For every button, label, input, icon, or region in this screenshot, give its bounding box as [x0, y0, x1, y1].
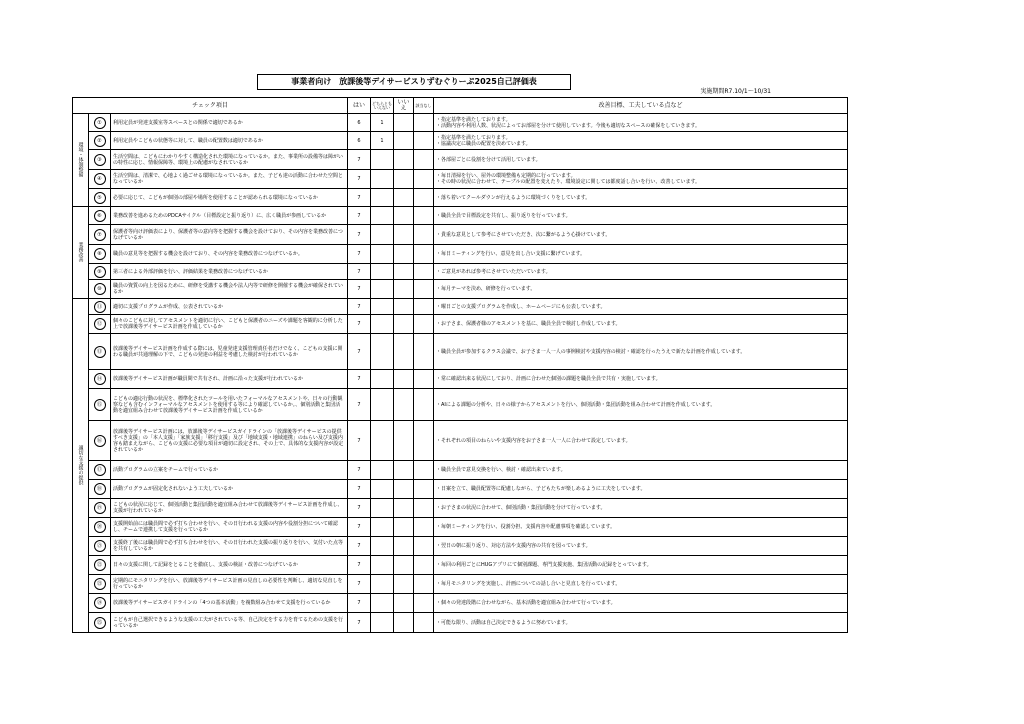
check-item-text: 支援終了後には職員間で必ず打ち合わせを行い、その日行われた支援の振り返りを行い、気付いた点等を共有しているか [111, 537, 348, 556]
neutral-count: 1 [371, 114, 394, 132]
item-number: ㉕ [94, 617, 106, 629]
no-count [394, 150, 414, 170]
yes-count: 7 [348, 556, 371, 575]
table-row [73, 264, 848, 280]
improvement-text: ・日案を立て、職員配置等に配慮しながら、子どもたちが楽しめるように工夫をしています。 [434, 480, 848, 499]
check-item-text: 個々のこどもに対してアセスメントを適切に行い、こどもと保護者のニーズや課題を客観的に分析した上で放課後等デイサービス計画を作成しているか [111, 315, 348, 334]
check-item-text: 支援開始前には職員間で必ず打ち合わせを行い、その日行われる支援の内容や役割分担について確認し、チームで連携して支援を行っているか [111, 518, 348, 537]
yes-count: 7 [348, 245, 371, 264]
header-no: いいえ [394, 98, 414, 114]
yes-count: 7 [348, 575, 371, 594]
no-count [394, 299, 414, 315]
check-item-text: こどもの適応行動の状況を、標準化されたツールを用いたフォーマルなアセスメントや、日々の行動観察なども含むインフォーマルなアセスメントを使用する等により確認しているか。、個別活動と集団活動を適宜組み合わせて放課後等デイサービス計画を作成しているか [111, 389, 348, 421]
item-number: ⑰ [94, 464, 106, 476]
improvement-text: ・それぞれの項目のねらいや支援内容をお子さま一人一人に合わせて設定しています。 [434, 421, 848, 461]
yes-count: 7 [348, 461, 371, 480]
improvement-text: ・貴重な意見として参考にさせていただき、次に繋がるよう心掛けています。 [434, 225, 848, 245]
unknown-count [414, 245, 434, 264]
unknown-count [414, 170, 434, 189]
header-yes: はい [348, 98, 371, 114]
table-row [73, 421, 848, 461]
table-row [73, 114, 848, 132]
item-number: ① [94, 117, 106, 129]
neutral-count [371, 150, 394, 170]
table-row [73, 189, 848, 207]
item-number: ③ [94, 154, 106, 166]
no-count [394, 537, 414, 556]
item-number-cell [89, 461, 111, 480]
category-label: 適切な支援の提供 [77, 444, 84, 485]
neutral-count [371, 370, 394, 389]
check-item-text: 必要に応じて、こどもが個別の部屋や場所を使用することが認められる環境になっているか [111, 189, 348, 207]
no-count [394, 315, 414, 334]
improvement-text: ・職員全員が参加するクラス会議で、お子さま一人一人の事例検討や支援内容の検討・確認を行ったうえで新たな計画を作成しています。 [434, 334, 848, 370]
improvement-text: ・可能な限り、活動は自己決定できるように努めています。 [434, 613, 848, 633]
item-number-cell [89, 499, 111, 518]
item-number: ② [94, 135, 106, 147]
check-item-text: 放課後等デイサービスガイドラインの「4つの基本活動」を複数組み合わせて支援を行っているか [111, 594, 348, 613]
table-row [73, 389, 848, 421]
unknown-count [414, 421, 434, 461]
header-improvement: 改善目標、工夫している点など [434, 98, 848, 114]
no-count [394, 225, 414, 245]
yes-count: 7 [348, 315, 371, 334]
item-number: ⑧ [94, 248, 106, 260]
item-number-cell [89, 556, 111, 575]
item-number: ⑥ [94, 210, 106, 222]
no-count [394, 480, 414, 499]
yes-count: 7 [348, 189, 371, 207]
unknown-count [414, 150, 434, 170]
item-number: ⑦ [94, 229, 106, 241]
yes-count: 7 [348, 518, 371, 537]
yes-count: 7 [348, 170, 371, 189]
table-row [73, 170, 848, 189]
no-count [394, 280, 414, 299]
improvement-text: ・毎朝ミーティングを行い、役割分担、支援内容や配慮事項を確認しています。 [434, 518, 848, 537]
check-item-text: 第三者による外部評価を行い、評価結果を業務改善につなげているか [111, 264, 348, 280]
improvement-text: ・毎日清掃を行い、屋外の環境整備も定期的に行っています。 ・その時の状況に合わせて、テーブルの配置を変えたり、環境設定に関しては都度話し合いを行い、改善しています。 [434, 170, 848, 189]
improvement-text: ・曜日ごとの支援プログラムを作成し、ホームページにも公表しています。 [434, 299, 848, 315]
item-number: ④ [94, 173, 106, 185]
item-number-cell [89, 370, 111, 389]
table-row [73, 225, 848, 245]
check-item-text: 放課後等デイサービス計画には、放課後等デイサービスガイドラインの「放課後等デイサービスの提供すべき支援」の「本人支援」「家族支援」「移行支援」及び「地域支援・地域連携」のねらい及び支援内容も踏まえながら、こどもの支援に必要な項目が適切に設定され、その上で、具体的な支援内容が設定されているか [111, 421, 348, 461]
yes-count: 7 [348, 334, 371, 370]
item-number: ⑨ [94, 266, 106, 278]
table-row [73, 575, 848, 594]
yes-count: 6 [348, 114, 371, 132]
improvement-text: ・お子さまの状況に合わせて、個別活動・集団活動を分けて行っています。 [434, 499, 848, 518]
improvement-text: ・毎月テーマを決め、研修を行っています。 [434, 280, 848, 299]
neutral-count: 1 [371, 132, 394, 150]
check-item-text: 放課後等デイサービス計画が職員間で共有され、計画に沿った支援が行われているか [111, 370, 348, 389]
unknown-count [414, 594, 434, 613]
item-number-cell [89, 189, 111, 207]
unknown-count [414, 207, 434, 225]
header-check-item: チェック項目 [73, 98, 348, 114]
improvement-text: ・お子さま、保護者様のアセスメントを基に、職員全員で検討し作成しています。 [434, 315, 848, 334]
table-row [73, 299, 848, 315]
table-row [73, 518, 848, 537]
neutral-count [371, 334, 394, 370]
improvement-text: ・個々の発達段階に合わせながら、基本活動を適宜組み合わせて行っています。 [434, 594, 848, 613]
item-number: ⑯ [94, 435, 106, 447]
item-number-cell [89, 280, 111, 299]
yes-count: 6 [348, 132, 371, 150]
improvement-text: ・落ち着いてクールダウンが行えるように環境づくりをしています。 [434, 189, 848, 207]
no-count [394, 132, 414, 150]
item-number-cell [89, 334, 111, 370]
check-item-text: 業務改善を進めるためのPDCAサイクル（目標設定と振り返り）に、広く職員が参画しているか [111, 207, 348, 225]
item-number: ⑭ [94, 373, 106, 385]
table-row [73, 556, 848, 575]
unknown-count [414, 315, 434, 334]
table-row [73, 480, 848, 499]
yes-count: 7 [348, 594, 371, 613]
check-item-text: 職員の資質の向上を図るために、研修を受講する機会や法人内等で研修を開催する機会が確保されているか [111, 280, 348, 299]
item-number: ⑫ [94, 318, 106, 330]
no-count [394, 594, 414, 613]
item-number-cell [89, 170, 111, 189]
item-number-cell [89, 480, 111, 499]
yes-count: 7 [348, 421, 371, 461]
neutral-count [371, 537, 394, 556]
unknown-count [414, 461, 434, 480]
check-item-text: 活動プログラムの立案をチームで行っているか [111, 461, 348, 480]
check-item-text: 適切に支援プログラムが作成、公表されているか [111, 299, 348, 315]
improvement-text: ・AIによる課題の分析や、日々の様子からアセスメントを行い、個別活動・集団活動を組み合わせて計画を作成しています。 [434, 389, 848, 421]
item-number: ㉑ [94, 540, 106, 552]
item-number-cell [89, 315, 111, 334]
table-row [73, 370, 848, 389]
item-number: ⑮ [94, 399, 106, 411]
improvement-text: ・毎月モニタリングを実施し、計画についての話し合いと見直しを行っています。 [434, 575, 848, 594]
self-evaluation-table [72, 97, 848, 633]
unknown-count [414, 556, 434, 575]
yes-count: 7 [348, 480, 371, 499]
unknown-count [414, 613, 434, 633]
item-number: ⑳ [94, 521, 106, 533]
item-number: ㉒ [94, 559, 106, 571]
item-number-cell [89, 537, 111, 556]
improvement-text: ・各部屋ごとに役割を分けて活用しています。 [434, 150, 848, 170]
no-count [394, 170, 414, 189]
item-number-cell [89, 264, 111, 280]
check-item-text: 放課後等デイサービス計画を作成する際には、児童発達支援管理責任者だけでなく、こどもの支援に関わる職員が共通理解の下で、こどもの発達の利益を考慮した検討が行われているか [111, 334, 348, 370]
unknown-count [414, 299, 434, 315]
check-item-text: 日々の支援に関して記録をとることを徹底し、支援の検証・改善につなげているか [111, 556, 348, 575]
neutral-count [371, 556, 394, 575]
category-cell [73, 299, 89, 633]
item-number-cell [89, 225, 111, 245]
neutral-count [371, 461, 394, 480]
no-count [394, 556, 414, 575]
unknown-count [414, 280, 434, 299]
unknown-count [414, 518, 434, 537]
yes-count: 7 [348, 225, 371, 245]
table-row [73, 150, 848, 170]
no-count [394, 264, 414, 280]
item-number-cell [89, 299, 111, 315]
neutral-count [371, 480, 394, 499]
header-neutral: どちらとも いえない [371, 98, 394, 114]
category-label: 環境・体制整備 [77, 141, 84, 177]
neutral-count [371, 518, 394, 537]
yes-count: 7 [348, 299, 371, 315]
unknown-count [414, 370, 434, 389]
check-item-text: 定期的にモニタリングを行い、放課後等デイサービス計画の見直しの必要性を判断し、適切な見直しを行っているか [111, 575, 348, 594]
item-number: ⑱ [94, 483, 106, 495]
yes-count: 7 [348, 499, 371, 518]
table-row [73, 245, 848, 264]
item-number: ㉔ [94, 597, 106, 609]
improvement-text: ・翌日の朝に振り返り、対応方法や支援内容の共有を図っています。 [434, 537, 848, 556]
category-cell [73, 207, 89, 299]
check-item-text: 活動プログラムが固定化されないよう工夫しているか [111, 480, 348, 499]
header-row [73, 98, 848, 114]
neutral-count [371, 264, 394, 280]
table-row [73, 315, 848, 334]
neutral-count [371, 575, 394, 594]
no-count [394, 389, 414, 421]
improvement-text: ・ご意見があれば参考にさせていただいています。 [434, 264, 848, 280]
implementation-period: 実施期間R7.10/1～10/31 [700, 88, 771, 95]
item-number-cell [89, 613, 111, 633]
table-row [73, 132, 848, 150]
neutral-count [371, 245, 394, 264]
category-cell [73, 114, 89, 207]
improvement-text: ・職員全員で意見交換を行い、検討・確認出来ています。 [434, 461, 848, 480]
item-number-cell [89, 245, 111, 264]
item-number-cell [89, 421, 111, 461]
unknown-count [414, 334, 434, 370]
yes-count: 7 [348, 150, 371, 170]
check-item-text: 利用定員やこどもの状態等に対して、職員の配置数は適切であるか [111, 132, 348, 150]
improvement-text: ・職員全員で目標設定を共有し、振り返りを行っています。 [434, 207, 848, 225]
unknown-count [414, 480, 434, 499]
neutral-count [371, 499, 394, 518]
unknown-count [414, 189, 434, 207]
table-row [73, 537, 848, 556]
item-number: ⑤ [94, 192, 106, 204]
improvement-text: ・指定基準を満たしております。 ・活動内容や利用人数、状況によってお部屋を分けて使用しています。今後も適切なスペースの確保をしていきます。 [434, 114, 848, 132]
item-number-cell [89, 132, 111, 150]
yes-count: 7 [348, 370, 371, 389]
improvement-text: ・毎日ミーティングを行い、意見を出し合い支援に繋げています。 [434, 245, 848, 264]
item-number: ⑩ [94, 283, 106, 295]
item-number-cell [89, 594, 111, 613]
no-count [394, 334, 414, 370]
neutral-count [371, 299, 394, 315]
neutral-count [371, 225, 394, 245]
neutral-count [371, 613, 394, 633]
item-number-cell [89, 389, 111, 421]
item-number: ⑲ [94, 502, 106, 514]
unknown-count [414, 575, 434, 594]
table-row [73, 499, 848, 518]
table-row [73, 207, 848, 225]
unknown-count [414, 132, 434, 150]
neutral-count [371, 389, 394, 421]
yes-count: 7 [348, 207, 371, 225]
neutral-count [371, 315, 394, 334]
item-number-cell [89, 114, 111, 132]
item-number: ㉓ [94, 578, 106, 590]
unknown-count [414, 264, 434, 280]
unknown-count [414, 225, 434, 245]
no-count [394, 114, 414, 132]
page-title: 事業者向け 放課後等デイサービスりずむぐりーぷ2025自己評価表 [257, 74, 571, 90]
header-unknown: 該当なし [414, 98, 434, 114]
table-row [73, 594, 848, 613]
neutral-count [371, 421, 394, 461]
yes-count: 7 [348, 613, 371, 633]
item-number-cell [89, 575, 111, 594]
no-count [394, 189, 414, 207]
check-item-text: こどもの状況に応じて、個別活動と集団活動を適宜組み合わせて放課後等デイサービス計画を作成し、支援が行われているか [111, 499, 348, 518]
no-count [394, 207, 414, 225]
table-row [73, 280, 848, 299]
no-count [394, 245, 414, 264]
no-count [394, 370, 414, 389]
item-number-cell [89, 150, 111, 170]
unknown-count [414, 499, 434, 518]
yes-count: 7 [348, 537, 371, 556]
no-count [394, 461, 414, 480]
improvement-text: ・毎回の利用ごとにHUGアプリにて個別課題、専門支援実施、集団活動の記録をとっています。 [434, 556, 848, 575]
table-row [73, 334, 848, 370]
check-item-text: 生活空間は、清潔で、心地よく過ごせる環境になっているか。また、子ども達の活動に合わせた空間となっているか [111, 170, 348, 189]
yes-count: 7 [348, 280, 371, 299]
unknown-count [414, 537, 434, 556]
check-item-text: 保護者等向け評価表により、保護者等の意向等を把握する機会を設けており、その内容を業務改善につなげているか [111, 225, 348, 245]
no-count [394, 518, 414, 537]
item-number: ⑬ [94, 346, 106, 358]
check-item-text: こどもが自己選択できるような支援の工夫がされている等、自己決定をする力を育てるための支援を行っているか [111, 613, 348, 633]
no-count [394, 575, 414, 594]
check-item-text: 利用定員が発達支援室等スペースとの関係で適切であるか [111, 114, 348, 132]
no-count [394, 421, 414, 461]
category-label: 業務改善 [77, 241, 84, 262]
neutral-count [371, 170, 394, 189]
neutral-count [371, 189, 394, 207]
table-row [73, 461, 848, 480]
no-count [394, 499, 414, 518]
yes-count: 7 [348, 389, 371, 421]
improvement-text: ・指定基準を満たしております。 ・協議决定に職員の配置を決めています。 [434, 132, 848, 150]
table-row [73, 613, 848, 633]
neutral-count [371, 280, 394, 299]
item-number-cell [89, 518, 111, 537]
item-number-cell [89, 207, 111, 225]
check-item-text: 生活空間は、こどもにわかりやすく構造化された環境になっているか。また、事業所の設備等は障がいの特性に応じ、情報保障等、環境上の配慮がなされているか [111, 150, 348, 170]
neutral-count [371, 207, 394, 225]
item-number: ⑪ [94, 301, 106, 313]
yes-count: 7 [348, 264, 371, 280]
unknown-count [414, 389, 434, 421]
improvement-text: ・常に確認出来る状況にしており、計画に合わせた個別の課題を職員全員で共有・実施しています。 [434, 370, 848, 389]
no-count [394, 613, 414, 633]
unknown-count [414, 114, 434, 132]
check-item-text: 職員の意見等を把握する機会を設けており、その内容を業務改善につなげているか。 [111, 245, 348, 264]
neutral-count [371, 594, 394, 613]
